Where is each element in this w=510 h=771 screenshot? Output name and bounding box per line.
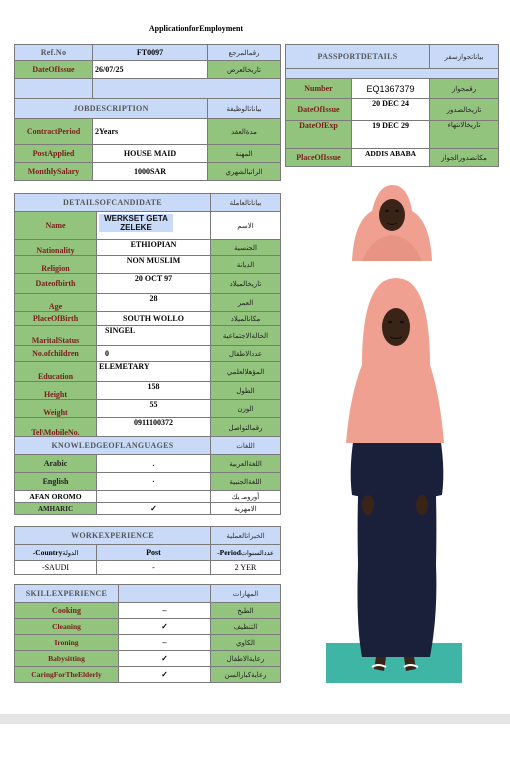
skill-label-babysitting: Babysitting xyxy=(15,651,119,667)
candidate-value-name: WERKSET GETA ZELEKE xyxy=(99,214,173,232)
work-col-period: -Period xyxy=(217,548,241,557)
candidate-header-ar: بياناتالعاملة xyxy=(211,194,281,212)
candidate-value-dob: 20 OCT 97 xyxy=(97,274,211,294)
skill-label-ironing: Ironing xyxy=(15,635,119,651)
language-ar-oromo: أورومـ يك xyxy=(211,491,281,503)
passport-header-ar: بياناتجوازسفر xyxy=(430,45,499,69)
skill-ar-babysitting: رعايةالاطفال xyxy=(211,651,281,667)
skill-ar-cooking: الطبخ xyxy=(211,603,281,619)
contract-ar: مدةالعقد xyxy=(208,119,281,145)
passport-exp-ar: تاريخالانتهاء xyxy=(430,121,499,149)
candidate-ar-name: الاسم xyxy=(211,212,281,240)
candidate-ar-nationality: الجنسية xyxy=(211,240,281,256)
candidate-label-age: Age xyxy=(15,294,97,312)
skill-value-cooking: – xyxy=(119,603,211,619)
language-label-arabic: Arabic xyxy=(15,455,97,473)
language-label-amharic: AMHARIC xyxy=(15,503,97,515)
candidate-value-weight: 55 xyxy=(97,400,211,418)
candidate-value-religion: NON MUSLIM xyxy=(97,256,211,274)
portrait-photo xyxy=(332,181,448,261)
post-label: PostApplied xyxy=(15,145,93,163)
skills-header-ar: المهارات xyxy=(211,585,281,603)
language-ar-english: اللغةالجنبية xyxy=(211,473,281,491)
candidate-value-tel: 0911100372 xyxy=(97,418,211,438)
skill-label-cooking: Cooking xyxy=(15,603,119,619)
salary-label: MonthlySalary xyxy=(15,163,93,181)
candidate-ar-dob: تاريخالميلاد xyxy=(211,274,281,294)
date-ar: تاريخالعرض xyxy=(208,61,281,79)
skill-ar-ironing: الكاوي xyxy=(211,635,281,651)
work-row-post: - xyxy=(97,561,211,575)
date-value: 26/07/25 xyxy=(93,61,208,79)
passport-header: PASSPORTDETAILS xyxy=(286,45,430,69)
passport-issue-ar: تاريخالصدور xyxy=(430,99,499,121)
language-value-amharic: ✓ xyxy=(97,503,211,515)
work-col-country-ar: الدولة xyxy=(62,550,79,557)
candidate-label-name: Name xyxy=(15,212,97,240)
languages-header: KNOWLEDGEOFLANGUAGES xyxy=(15,437,211,455)
passport-place-label: PlaceOfIssue xyxy=(286,149,352,167)
languages-header-ar: اللغات xyxy=(211,437,281,455)
skill-label-elderly: CaringForTheElderly xyxy=(15,667,119,683)
skill-ar-cleaning: التنظيف xyxy=(211,619,281,635)
work-col-post: Post xyxy=(97,545,211,561)
passport-place-ar: مكانصدورالجواز xyxy=(430,149,499,167)
work-col-country: -Country xyxy=(32,548,63,557)
skills-table xyxy=(14,584,281,683)
candidate-label-children: No.ofchildren xyxy=(15,346,97,362)
candidate-value-education: ELEMETARY xyxy=(97,362,211,382)
contract-value: 2Years xyxy=(93,119,208,145)
job-table xyxy=(14,44,281,181)
language-value-oromo xyxy=(97,491,211,503)
candidate-label-religion: Religion xyxy=(15,256,97,274)
ref-label: Ref.No xyxy=(15,45,93,61)
salary-value: 1000SAR xyxy=(93,163,208,181)
candidate-value-marital: SINGEL xyxy=(97,326,211,346)
candidate-ar-education: المؤهلالعلمي xyxy=(211,362,281,382)
candidate-label-tel: Tel\MobileNo. xyxy=(15,418,97,438)
candidate-label-weight: Weight xyxy=(15,400,97,418)
skill-label-cleaning: Cleaning xyxy=(15,619,119,635)
candidate-ar-pob: مكانالميلاد xyxy=(211,312,281,326)
candidate-label-nationality: Nationality xyxy=(15,240,97,256)
work-col-period-ar: عددالسنوات xyxy=(240,550,274,557)
post-value: HOUSE MAID xyxy=(93,145,208,163)
language-label-oromo: AFAN OROMO xyxy=(15,491,97,503)
ref-value: FT0097 xyxy=(93,45,208,61)
work-row-country: -SAUDI xyxy=(15,561,97,575)
candidate-value-nationality: ETHIOPIAN xyxy=(97,240,211,256)
passport-exp-value: 19 DEC 29 xyxy=(352,121,430,149)
passport-place-value: ADDIS ABABA xyxy=(352,149,430,167)
candidate-ar-tel: رقمالتواصل xyxy=(211,418,281,438)
candidate-ar-religion: الديانة xyxy=(211,256,281,274)
page-title: ApplicationforEmployment xyxy=(148,24,244,33)
language-ar-amharic: الامهرية xyxy=(211,503,281,515)
candidate-ar-height: الطول xyxy=(211,382,281,400)
work-header-ar: الخبراتالعملية xyxy=(211,527,281,545)
work-header: WORKEXPERIENCE xyxy=(15,527,211,545)
passport-issue-value: 20 DEC 24 xyxy=(352,99,430,121)
language-value-arabic: . xyxy=(97,455,211,473)
candidate-label-dob: Dateofbirth xyxy=(15,274,97,294)
full-body-photo xyxy=(326,265,462,683)
passport-number-value: EQ1367379 xyxy=(352,79,430,99)
candidate-value-height: 158 xyxy=(97,382,211,400)
ref-ar: رقمالمرجع xyxy=(208,45,281,61)
work-table xyxy=(14,526,281,575)
candidate-ar-children: عددالاطفال xyxy=(211,346,281,362)
passport-number-ar: رقمجواز xyxy=(430,79,499,99)
candidate-label-pob: PlaceOfBirth xyxy=(15,312,97,326)
candidate-value-children: 0 xyxy=(97,346,211,362)
candidate-ar-age: العمر xyxy=(211,294,281,312)
skill-ar-elderly: رعايةكبارالسن xyxy=(211,667,281,683)
date-label: DateOfIssue xyxy=(15,61,93,79)
candidate-value-age: 28 xyxy=(97,294,211,312)
passport-exp-label: DateOfExp xyxy=(286,121,352,149)
salary-ar: الراتبالشهري xyxy=(208,163,281,181)
skill-value-babysitting: ✓ xyxy=(119,651,211,667)
candidate-table xyxy=(14,193,281,446)
skill-value-cleaning: ✓ xyxy=(119,619,211,635)
passport-number-label: Number xyxy=(286,79,352,99)
post-ar: المهنة xyxy=(208,145,281,163)
candidate-ar-marital: الحالةالاجتماعية xyxy=(211,326,281,346)
language-ar-arabic: اللغةالعربية xyxy=(211,455,281,473)
job-header: JOBDESCRIPTION xyxy=(15,99,208,119)
candidate-label-height: Height xyxy=(15,382,97,400)
languages-table xyxy=(14,436,281,515)
work-row-period: 2 YER xyxy=(211,561,281,575)
skills-header: SKILLEXPERIENCE xyxy=(15,585,119,603)
skill-value-elderly: ✓ xyxy=(119,667,211,683)
passport-issue-label: DateOfIssue xyxy=(286,99,352,121)
skill-value-ironing: – xyxy=(119,635,211,651)
candidate-ar-weight: الوزن xyxy=(211,400,281,418)
contract-label: ContractPeriod xyxy=(15,119,93,145)
candidate-label-marital: MaritalStatus xyxy=(15,326,97,346)
candidate-label-education: Education xyxy=(15,362,97,382)
language-label-english: English xyxy=(15,473,97,491)
candidate-value-pob: SOUTH WOLLO xyxy=(97,312,211,326)
job-header-ar: بياناتالوظيفة xyxy=(208,99,281,119)
candidate-header: DETAILSOFCANDIDATE xyxy=(15,194,211,212)
page-footer-bar xyxy=(0,714,510,724)
passport-table xyxy=(285,44,499,167)
language-value-english: · xyxy=(97,473,211,491)
